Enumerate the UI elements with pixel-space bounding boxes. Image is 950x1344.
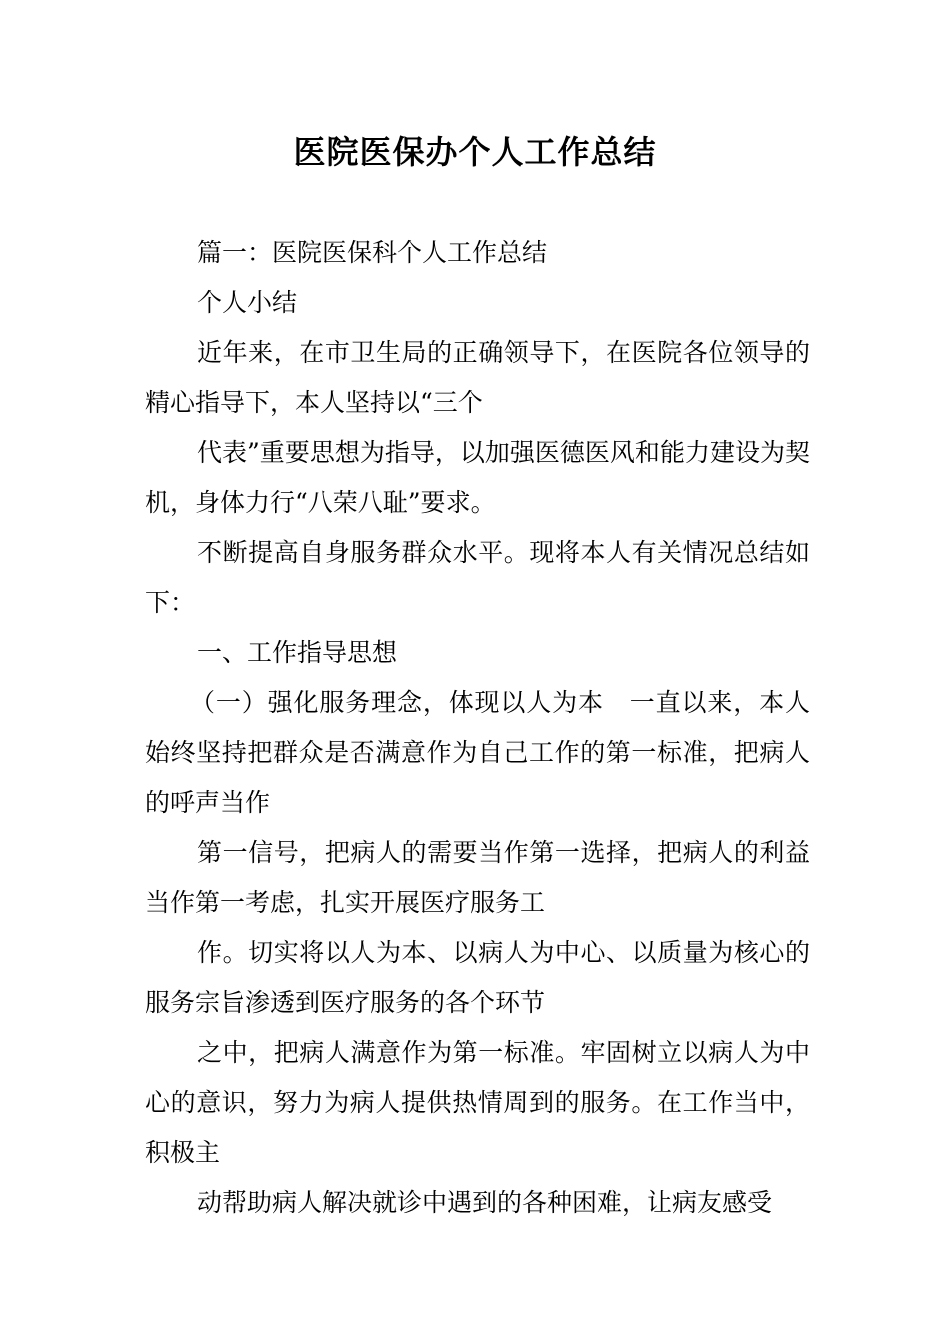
paragraph: 代表”重要思想为指导，以加强医德医风和能力建设为契机，身体力行“八荣八耻”要求。 (145, 438, 810, 517)
paragraph: 作。切实将以人为本、以病人为中心、以质量为核心的服务宗旨渗透到医疗服务的各个环节 (145, 938, 810, 1017)
paragraph: 之中，把病人满意作为第一标准。牢固树立以病人为中心的意识，努力为病人提供热情周到的服务。在工作当中，积极主 (145, 1038, 810, 1167)
paragraph: 第一信号，把病人的需要当作第一选择，把病人的利益当作第一考虑，扎实开展医疗服务工 (145, 838, 810, 917)
paragraph-heading: 一、工作指导思想 (197, 638, 398, 667)
paragraph: 近年来，在市卫生局的正确领导下，在医院各位领导的精心指导下，本人坚持以“三个 (145, 338, 810, 417)
paragraph: （一）强化服务理念，体现以人为本 一直以来，本人始终坚持把群众是否满意作为自己工作的第一标准，把病人的呼声当作 (145, 688, 810, 817)
paragraph: 动帮助病人解决就诊中遇到的各种困难，让病友感受 (197, 1188, 773, 1217)
document-title: 医院医保办个人工作总结 (293, 133, 657, 171)
document-body (145, 228, 810, 1228)
paragraph-section-heading: 篇一：医院医保科个人工作总结 (197, 238, 548, 267)
paragraph: 不断提高自身服务群众水平。现将本人有关情况总结如下： (145, 538, 810, 617)
paragraph-subheading: 个人小结 (197, 288, 298, 317)
